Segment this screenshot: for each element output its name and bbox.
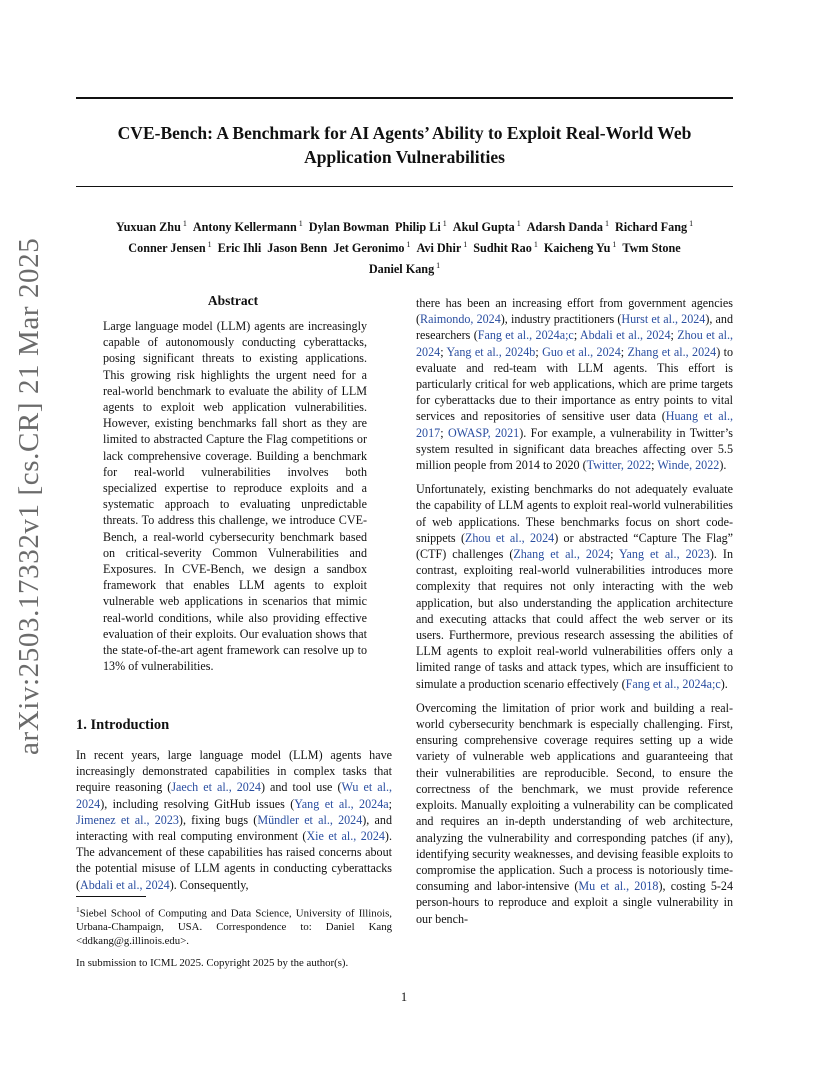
affiliation-mark: 1 [604,219,609,228]
body-text: ; [388,796,392,811]
author-name: Twm Stone [622,241,681,255]
affiliation-mark: 1 [182,219,187,228]
body-text: Overcoming the limitation of prior work and building a real-world cybersecurity benchmark is especially challenging. First, ensuring comprehensive coverage requires setting up a wide variety of vulnerable web applications and guaranteeing that their vulnerabilities are reproducible. Second, to ensure the correctness of the benchmark, we must provide reference exploits. Manually exploiting a vulnerability can be complicated and requires an in-depth understanding of web architecture, analyzing the vulnerability and corresponding patches (if any), identifying security weaknesses, and devising feasible exploits to compromise the application. Such a process is notoriously time-consuming and labor-intensive ( [416,700,733,894]
paper-title-line-1: CVE-Bench: A Benchmark for AI Agents’ Ability to Exploit Real-World Web [117,123,692,143]
body-text: ). [719,458,727,473]
introduction-paragraph [76,747,392,893]
citation-link[interactable]: Fang et al., 2024a;c [625,676,721,691]
citation-link[interactable]: Hurst et al., 2024 [621,312,706,327]
author-name: Sudhit Rao $^1$ [473,240,538,255]
affiliation-mark: 1 [463,240,468,249]
author-line-1 [70,215,739,236]
body-text: ). [720,676,728,691]
body-text: ; [610,547,620,562]
author-name: Richard Fang $^1$ [614,219,694,234]
citation-link[interactable]: Jimenez et al., 2023 [76,812,179,827]
footnote-text: Siebel School of Computing and Data Science, University of Illinois, Urbana-Champaign, USA. Correspondence to: Daniel Kang <ddkang@g.illinois.edu>. [76,907,392,947]
affiliation-footnote [76,903,392,948]
right-paragraph-3 [416,700,733,927]
footnote-rule [76,896,146,897]
author-name: Philip Li $^1$ [395,219,447,234]
body-text: ; [440,344,447,359]
citation-link[interactable]: Winde, 2022 [657,458,720,473]
author-list [70,215,739,278]
body-text: Unfortunately, existing benchmarks do not adequately evaluate the capability of LLM agents to exploit real-world vulnerabilities of web applications. These benchmarks focus on short code-snippets ( [416,482,733,545]
paper-title-line-2: Application Vulnerabilities [304,147,505,167]
author-name: Eric Ihli [217,241,262,255]
affiliation-mark: 1 [207,240,212,249]
citation-link[interactable]: Jaech et al., 2024 [171,780,261,795]
abstract-body [103,318,367,674]
author-name: Dylan Bowman [308,220,390,234]
affiliation-mark: 1 [689,219,694,228]
affiliation-mark: 1 [533,240,538,249]
affiliation-mark: 1 [442,219,447,228]
affiliation-mark: 1 [406,240,411,249]
body-text: ; [651,458,658,473]
arxiv-identifier[interactable]: arXiv:2503.17332v1 [cs.CR] 21 Mar 2025 [13,237,45,755]
citation-link[interactable]: Xie et al., 2024 [306,829,385,844]
citation-link[interactable]: Zhou et al., 2024 [465,530,555,545]
body-text: ). The advancement of these capabilities has raised concerns about the potential misuse of LLM agents in conducting cyberattacks ( [76,829,392,892]
citation-link[interactable]: OWASP, 2021 [447,425,520,440]
right-paragraph-2 [416,481,733,692]
author-line-3 [70,257,739,278]
author-name: Avi Dhir $^1$ [416,240,468,255]
citation-link[interactable]: Huang et al., 2017 [416,409,733,440]
affiliation-mark: 1 [298,219,303,228]
citation-link[interactable]: Mündler et al., 2024 [257,812,363,827]
citation-link[interactable]: Twitter, 2022 [586,458,652,473]
citation-link[interactable]: Abdali et al., 2024 [80,877,170,892]
body-text: ; [573,328,580,343]
right-column [416,295,733,927]
citation-link[interactable]: Fang et al., 2024a;c [477,328,574,343]
footnote-mark: 1 [76,905,80,914]
body-text: ), and researchers ( [416,312,733,343]
page-number: 1 [400,990,408,1004]
body-text: there has been an increasing effort from government agencies ( [416,296,733,327]
affiliation-mark: 1 [612,240,617,249]
body-text: ), industry practitioners ( [500,312,622,327]
body-text: ). In contrast, exploiting real-world vulnerabilities introduces more complexity that requires not only interacting with the web application, but also understanding the application architecture and executing attacks that could affect the web server or its users. Furthermore, previous research assessing the abilities of LLM agents to exploit real-world vulnerabilities offers only a limited range of tasks and attack types, which are insufficient to simulate a production scenario effectively ( [416,547,733,691]
introduction-heading: 1. Introduction [76,717,170,733]
introduction-body [76,747,392,893]
body-text: ), including resolving GitHub issues ( [100,796,295,811]
citation-link[interactable]: Zhang et al., 2024 [513,547,611,562]
author-name: Adarsh Danda $^1$ [526,219,609,234]
affiliation-mark: 1 [516,219,521,228]
paper-title [76,121,733,169]
body-text: ). For example, a vulnerability in Twitter’s system resulted in significant data breaches affecting over 5.5 million people from 2014 to 2020 ( [416,425,733,473]
body-text: ), fixing bugs ( [178,812,258,827]
citation-link[interactable]: Zhou et al., 2024 [416,328,733,359]
citation-link[interactable]: Yang et al., 2023 [619,547,710,562]
author-name: Antony Kellermann $^1$ [192,219,303,234]
submission-note: In submission to ICML 2025. Copyright 2025 by the author(s). [76,957,349,969]
abstract-heading: Abstract [207,293,259,308]
author-name: Jason Benn [267,241,328,255]
body-text: ). Consequently, [169,877,249,892]
citation-link[interactable]: Raimondo, 2024 [420,312,501,327]
right-paragraph-1 [416,295,733,473]
citation-link[interactable]: Mu et al., 2018 [578,879,659,894]
body-text: ) and tool use ( [260,780,342,795]
body-text: In recent years, large language model (LLM) agents have increasingly demonstrated capabilities in complex tasks that require reasoning ( [76,748,392,795]
citation-link[interactable]: Zhang et al., 2024 [627,344,717,359]
body-text: ), costing 5-24 person-hours to reproduce and exploit a single vulnerability in our bench- [416,879,733,926]
author-name: Daniel Kang $^1$ [368,261,441,276]
citation-link[interactable]: Yang et al., 2024b [446,344,536,359]
body-text: ; [620,344,628,359]
citation-link[interactable]: Abdali et al., 2024 [579,328,671,343]
title-bottom-rule [76,186,733,187]
author-name: Kaicheng Yu $^1$ [543,240,617,255]
body-text: ), and interacting with real computing environment ( [76,812,392,844]
author-name: Yuxuan Zhu $^1$ [115,219,187,234]
author-name: Akul Gupta $^1$ [452,219,521,234]
citation-link[interactable]: Wu et al., 2024 [76,780,392,811]
title-top-rule [76,97,733,99]
body-text: ; [670,328,678,343]
body-text: ; [440,425,448,440]
body-text: ) or abstracted “Capture The Flag” (CTF) challenges ( [416,530,734,562]
body-text: ; [535,344,543,359]
author-name: Jet Geronimo $^1$ [333,240,411,255]
affiliation-mark: 1 [436,261,441,270]
author-line-2 [70,236,739,257]
body-text: ) to evaluate and red-team with LLM agents. This effort is particularly critical for web applications, which are prime targets for cyberattacks due to their importance as entry points to vital services and repositories of sensitive user data ( [416,344,734,424]
citation-link[interactable]: Yang et al., 2024a [294,796,389,811]
author-name: Conner Jensen $^1$ [128,240,212,255]
abstract-text: Large language model (LLM) agents are increasingly capable of autonomously conducting cyberattacks, posing significant threats to existing applications. This growing risk highlights the urgent need for a real-world benchmark to evaluate the ability of LLM agents to exploit web application vulnerabilities. However, existing benchmarks fall short as they are limited to abstracted Capture the Flag competitions or lack comprehensive coverage. Building a benchmark for real-world vulnerabilities involves both specialized expertise to reproduce exploits and a systematic approach to evaluating unpredictable threats. To address this challenge, we introduce CVE-Bench, a real-world cybersecurity benchmark based on critical-severity Common Vulnerabilities and Exposures. In CVE-Bench, we design a sandbox framework that enables LLM agents to exploit vulnerable web applications in scenarios that mimic real-world conditions, while also providing effective evaluation of their exploits. Our evaluation shows that the state-of-the-art agent framework can resolve up to 13% of vulnerabilities. [103,319,367,674]
citation-link[interactable]: Guo et al., 2024 [542,344,621,359]
